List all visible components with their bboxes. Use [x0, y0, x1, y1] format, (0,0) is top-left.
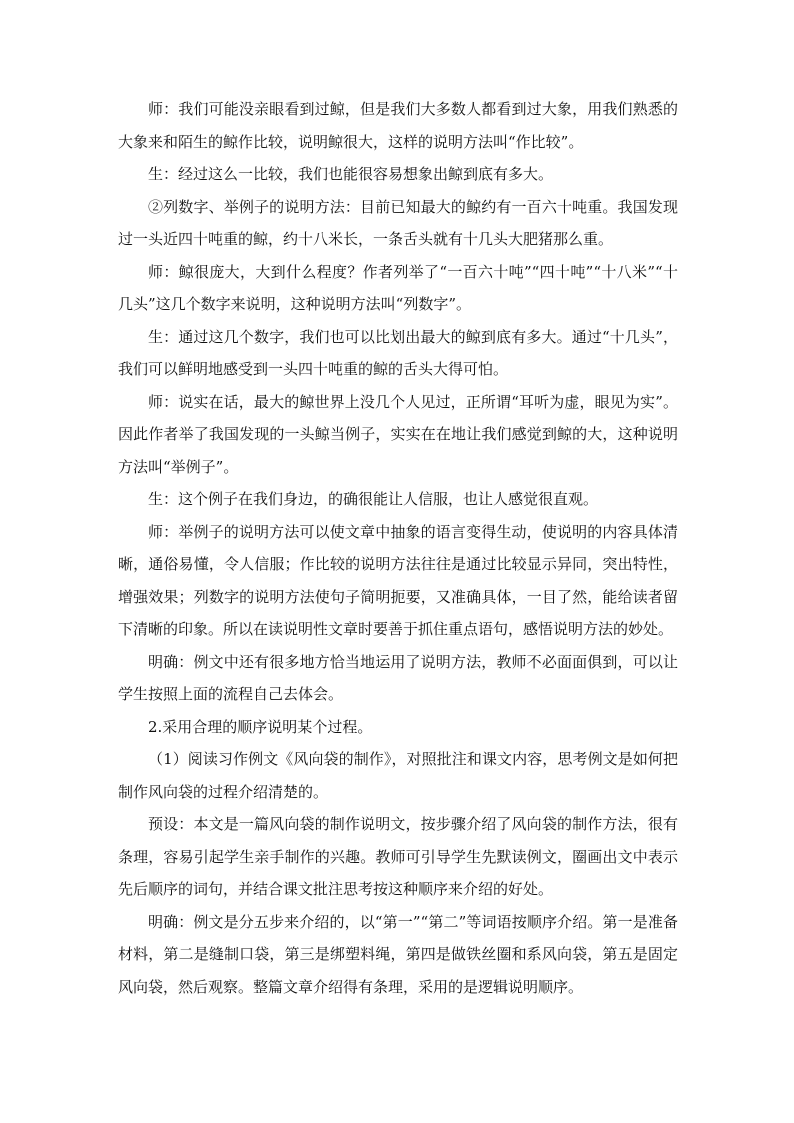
- paragraph-student-numbers: 生：通过这几个数字，我们也可以比划出最大的鲸到底有多大。通过“十几头”，我们可以鲜明地感受到一头四十吨重的鲸的舌头大得可怕。: [118, 327, 678, 378]
- paragraph-student-example: 生：这个例子在我们身边，的确很能让人信服，也让人感觉很直观。: [148, 490, 599, 508]
- paragraph-teacher-example: 师：说实在话，最大的鲸世界上没几个人见过，正所谓“耳听为虚，眼见为实”。因此作者举了我国发现的一头鲸当例子，实实在在地让我们感觉到鲸的大，这种说明方法叫“举例子”。: [118, 392, 678, 476]
- paragraph-teacher-numbers: 师：鲸很庞大，大到什么程度？作者列举了“一百六十吨”“四十吨”“十八米”“十几头”这几个数字来说明，这种说明方法叫“列数字”。: [118, 262, 678, 313]
- paragraph-numbers-examples: ②列数字、举例子的说明方法：目前已知最大的鲸约有一百六十吨重。我国发现过一头近四十吨重的鲸，约十八米长，一条舌头就有十几头大肥猪那么重。: [118, 197, 678, 248]
- paragraph-teacher-comparison: 师：我们可能没亲眼看到过鲸，但是我们大多数人都看到过大象，用我们熟悉的大象来和陌生的鲸作比较，说明鲸很大，这样的说明方法叫“作比较”。: [118, 100, 678, 151]
- paragraph-student-comparison: 生：经过这么一比较，我们也能很容易想象出鲸到底有多大。: [148, 165, 554, 183]
- document-body: [118, 93, 678, 1003]
- paragraph-reading-task: （1）阅读习作例文《风向袋的制作》，对照批注和课文内容，思考例文是如何把制作风向袋的过程介绍清楚的。: [118, 750, 678, 801]
- section-heading-order: 2.采用合理的顺序说明某个过程。: [148, 717, 373, 736]
- paragraph-teacher-summary: 师：举例子的说明方法可以使文章中抽象的语言变得生动，使说明的内容具体清晰，通俗易懂，令人信服；作比较的说明方法往往是通过比较显示异同，突出特性，增强效果；列数字的说明方法使句子简明扼要，又准确具体，一目了然，能给读者留下清晰的印象。所以在读说明性文章时要善于抓住重点语句，感悟说明方法的妙处。: [118, 522, 678, 638]
- paragraph-preset: 预设：本文是一篇风向袋的制作说明文，按步骤介绍了风向袋的制作方法，很有条理，容易引起学生亲手制作的兴趣。教师可引导学生先默读例文，圈画出文中表示先后顺序的词句，并结合课文批注思考按这种顺序来介绍的好处。: [118, 815, 678, 898]
- paragraph-clarification-methods: 明确：例文中还有很多地方恰当地运用了说明方法，教师不必面面俱到，可以让学生按照上面的流程自己去体会。: [118, 652, 678, 703]
- paragraph-clarification-order: 明确：例文是分五步来介绍的，以“第一”“第二”等词语按顺序介绍。第一是准备材料，第二是缝制口袋，第三是绑塑料绳，第四是做铁丝圈和系风向袋，第五是固定风向袋，然后观察。整篇文章介绍得有条理，采用的是逻辑说明顺序。: [118, 912, 678, 996]
